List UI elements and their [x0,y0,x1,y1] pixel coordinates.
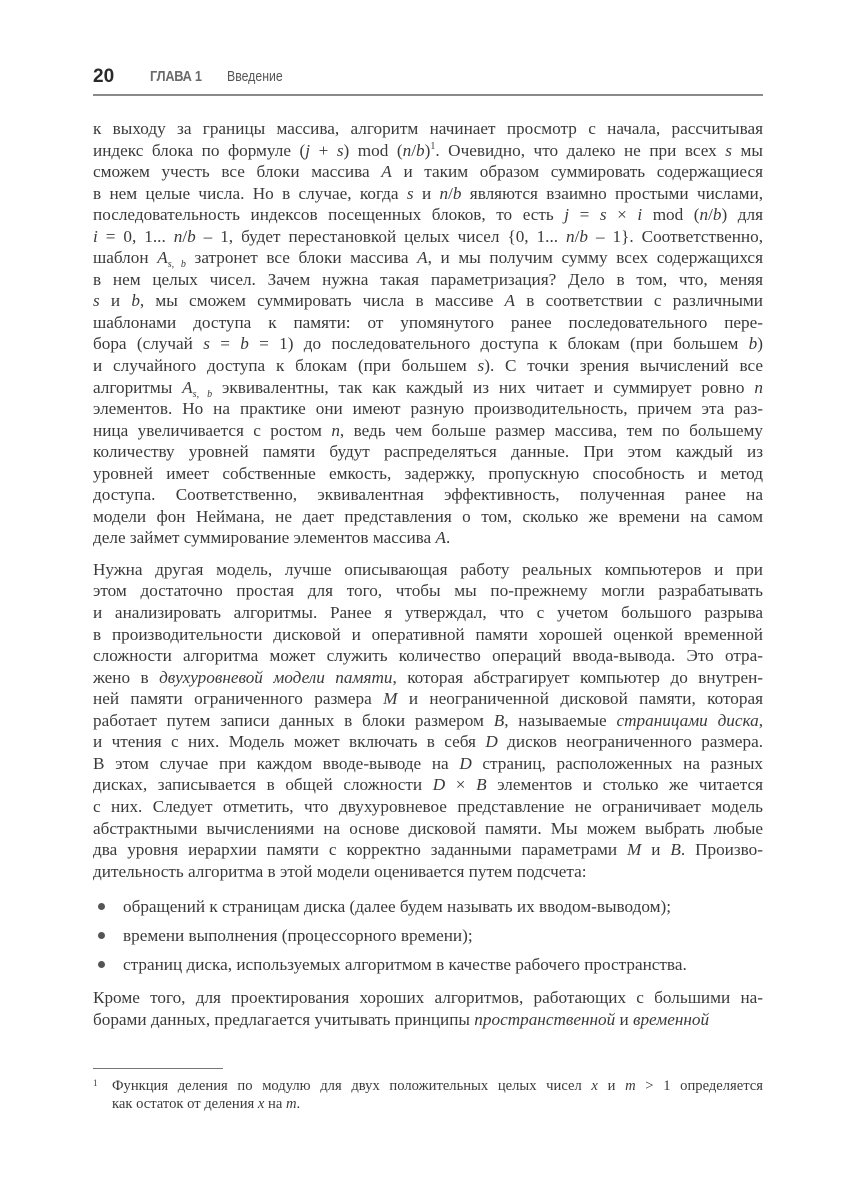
bullet-item [93,921,763,950]
bullet-list [93,892,763,979]
footnote-rule [93,1068,223,1069]
paragraph-2-line: и чтения с них. Модель может включать в себя D дисков неограниченного размера. [93,732,763,752]
header-rule [93,94,763,96]
paragraph-3-line: борами данных, предлагается учитывать принципы пространственной и временной [93,1009,710,1029]
chapter-title: Введение [227,68,283,85]
paragraph-2-line: В этом случае при каждом вводе-выводе на D страниц, расположенных на разных [93,753,763,773]
paragraph-1-line: сможем учесть все блоки массива A и таким образом суммировать содержащиеся [93,162,763,182]
paragraph-1-line: в нем целых чисел. Зачем нужна такая параметризация? Дело в том, что, меняя [93,269,763,289]
bullet-item [93,950,763,979]
running-head [93,64,763,94]
paragraph-1-line: количеству уровней памяти будут распределяться данные. При этом каждый из [93,442,763,462]
paragraph-1-line: бора (случай s = b = 1) до последовательного доступа к блокам (при большем b) [93,334,763,354]
bullet-dot-icon [98,903,105,910]
footnote [93,1077,763,1113]
paragraph-2-line: этом достаточно простая для того, чтобы мы по-прежнему могли разрабатывать [93,581,763,601]
paragraph-2 [93,559,763,882]
paragraph-1-line: и случайного доступа к блокам (при большем s). С точки зрения вычислений все [93,356,763,376]
bullet-text: времени выполнения (процессорного времени); [123,926,473,946]
paragraph-2-line: и анализировать алгоритмы. Ранее я утверждал, что с учетом большого разрыва [93,603,763,623]
paragraph-1-line: элементов. Но на практике они имеют разную производительность, причем эта раз- [93,399,763,419]
bullet-text: обращений к страницам диска (далее будем называть их вводом-выводом); [123,897,671,917]
paragraph-2-line: два уровня иерархии памяти с корректно заданными параметрами M и B. Произво- [93,840,763,860]
paragraph-2-line: с них. Следует отметить, что двухуровневое представление не ограничивает модель [93,796,763,816]
paragraph-1-line: уровней имеет собственные емкость, задержку, пропускную способность и метод [93,463,763,483]
paragraph-1-line: последовательность индексов посещенных блоков, то есть j = s × i mod (n/b) для [93,205,763,225]
paragraph-1-line: доступа. Соответственно, эквивалентная эффективность, полученная ранее на [93,485,763,505]
paragraph-2-line: в производительности дисковой и оперативной памяти хорошей оценкой временной [93,624,763,644]
paragraph-1-line: алгоритмы $A_{s, b}$ эквивалентны, так как каждый из них читает и суммирует ровно n [93,377,763,400]
bullet-item [93,892,763,921]
paragraph-1-line: шаблонами доступа к памяти: от упомянутого ранее последовательного пере- [93,312,763,332]
paragraph-2-line: сложности алгоритма может служить количество операций ввода-вывода. Это отра- [93,646,763,666]
chapter-label: ГЛАВА 1 [150,68,202,85]
footnote-text [112,1077,763,1113]
body-text [93,118,763,1040]
bullet-dot-icon [98,932,105,939]
page-number: 20 [93,66,115,87]
footnote-line: Функция деления по модулю для двух положительных целых чисел x и m > 1 определяется [112,1078,763,1094]
paragraph-1-line: ница увеличивается с ростом n, ведь чем больше размер массива, тем по большему [93,420,763,440]
paragraph-2-line: дисках, записывается в общей сложности D × B элементов и столько же читается [93,775,763,795]
paragraph-2-line: ней памяти ограниченного размера M и неограниченной дисковой памяти, которая [93,689,763,709]
footnote-line: как остаток от деления x на m. [112,1096,301,1112]
paragraph-2-line: дительность алгоритма в этой модели оценивается путем подсчета: [93,861,587,881]
paragraph-2-line: абстрактными вычислениями на основе дисковой памяти. Мы можем выбрать любые [93,818,763,838]
paragraph-1-line: модели фон Неймана, не дает представления о том, сколько же времени на самом [93,506,763,526]
paragraph-2-line: Нужна другая модель, лучше описывающая работу реальных компьютеров и при [93,559,763,579]
paragraph-2-line: жено в двухуровневой модели памяти, которая абстрагирует компьютер до внутрен- [93,667,764,687]
paragraph-1-line: i = 0, 1... n/b – 1, будет перестановкой целых чисел {0, 1... n/b – 1}. Соответственно, [93,226,763,246]
paragraph-3-line: Кроме того, для проектирования хороших алгоритмов, работающих с большими на- [93,988,763,1008]
paragraph-3 [93,987,763,1030]
paragraph-1-line: к выходу за границы массива, алгоритм начинает просмотр с начала, рассчитывая [93,119,763,138]
paragraph-1-line: в нем целые числа. Но в случае, когда s и n/b являются взаимно простыми числами, [93,183,763,203]
paragraph-1-line: s и b, мы сможем суммировать числа в массиве A в соответствии с различными [93,291,763,311]
bullet-dot-icon [98,961,105,968]
bullet-text: страниц диска, используемых алгоритмом в качестве рабочего пространства. [123,955,687,975]
paragraph-1-line: деле займет суммирование элементов массива A. [93,528,451,548]
paragraph-1 [93,118,763,549]
footnote-mark: 1 [93,1078,98,1088]
paragraph-2-line: работает путем записи данных в блоки размером B, называемые страницами диска, [93,710,763,730]
paragraph-1-line: шаблон $A_{s, b}$ затронет все блоки массива A, и мы получим сумму всех содержащихся [93,248,763,271]
paragraph-1-line: индекс блока по формуле (j + s) mod $(n/b)^1$. Очевидно, что далеко не при всех s мы [93,140,763,160]
